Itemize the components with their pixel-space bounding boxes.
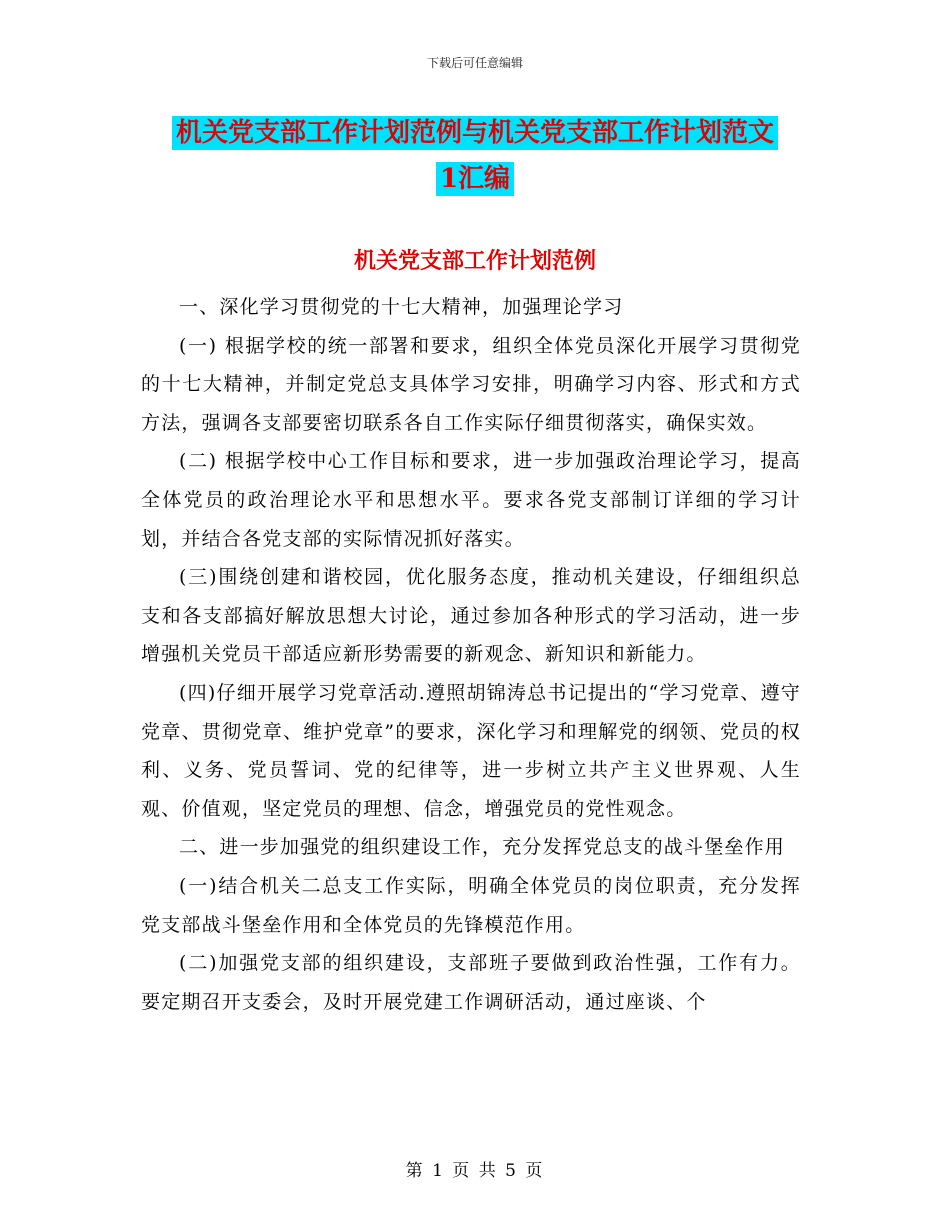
- paragraph-heading-2: 二、进一步加强党的组织建设工作，充分发挥党总支的战斗堡垒作用: [179, 836, 786, 859]
- paragraph: (一) 根据学校的统一部署和要求，组织全体党员深化开展学习贯彻党的十七大精神，并制定党总支具体学习安排，明确学习内容、形式和方式方法，强调各支部要密切联系各自工作实际仔细贯彻落实，确保实效。: [141, 334, 801, 434]
- section-title: 机关党支部工作计划范例: [353, 248, 596, 274]
- paragraph: (二)加强党支部的组织建设，支部班子要做到政治性强，工作有力。要定期召开支委会，及时开展党建工作调研活动，通过座谈、个: [141, 952, 801, 1013]
- paragraph: (三)围绕创建和谐校园，优化服务态度，推动机关建设，仔细组织总支和各支部搞好解放思想大讨论，通过参加各种形式的学习活动，进一步增强机关党员干部适应新形势需要的新观念、新知识和新能力。: [141, 566, 801, 666]
- document-title: [130, 110, 820, 202]
- paragraph: (四)仔细开展学习党章活动.遵照胡锦涛总书记提出的“学习党章、遵守党章、贯彻党章、维护党章”的要求，深化学习和理解党的纲领、党员的权利、义务、党员誓词、党的纪律等，进一步树立共产主义世界观、人生观、价值观，坚定党员的理想、信念，增强党员的党性观念。: [141, 681, 801, 820]
- document-body: [141, 288, 801, 1021]
- page-footer: 第 1 页 共 5 页: [405, 1161, 545, 1181]
- paragraph: (二) 根据学校中心工作目标和要求，进一步加强政治理论学习，提高全体党员的政治理论水平和思想水平。要求各党支部制订详细的学习计划，并结合各党支部的实际情况抓好落实。: [141, 450, 801, 550]
- paragraph: (一)结合机关二总支工作实际，明确全体党员的岗位职责，充分发挥党支部战斗堡垒作用和全体党员的先锋模范作用。: [141, 874, 801, 936]
- title-line-2: 1汇编: [436, 162, 514, 196]
- paragraph-heading-1: 一、深化学习贯彻党的十七大精神，加强理论学习: [179, 296, 624, 318]
- header-note: 下载后可任意编辑: [426, 56, 523, 70]
- title-line-1: 机关党支部工作计划范例与机关党支部工作计划范文: [172, 116, 778, 150]
